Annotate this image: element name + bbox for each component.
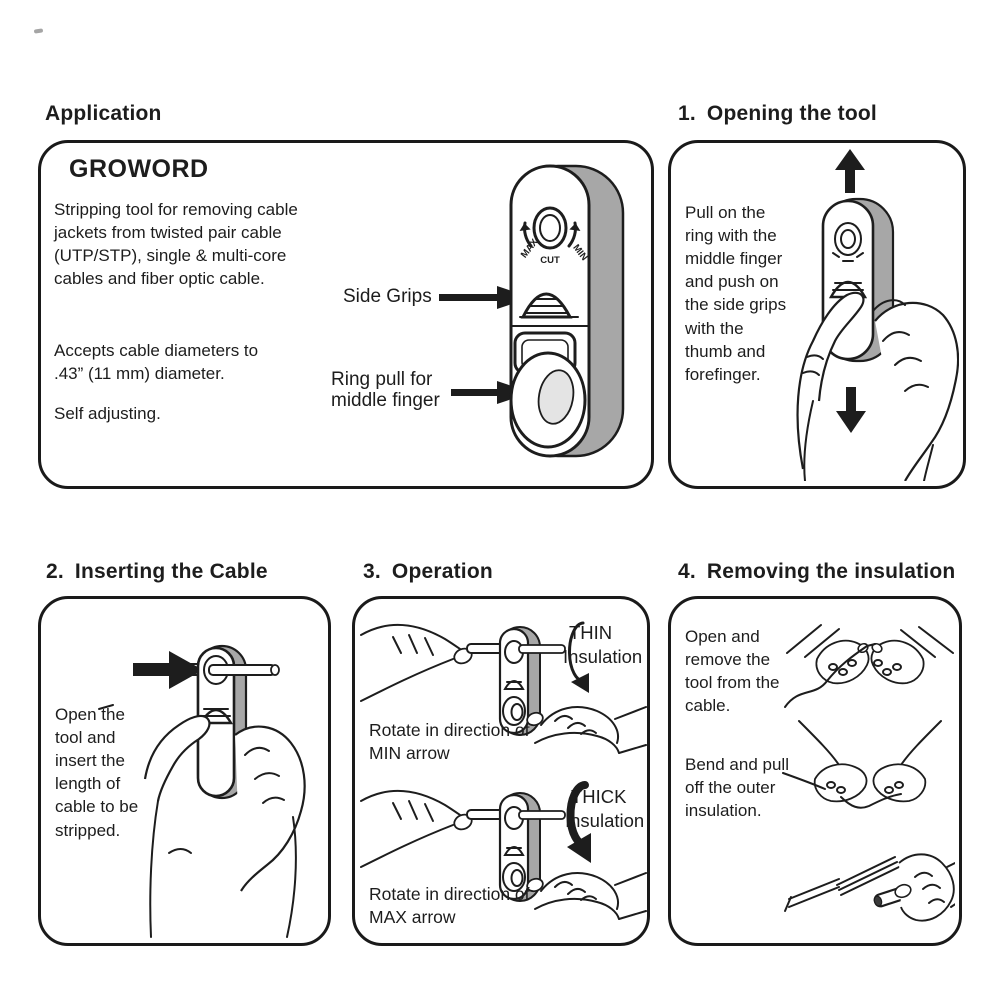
- cable-right: [519, 645, 565, 653]
- step4-title: [678, 560, 955, 584]
- right-hand-outline: [526, 873, 646, 919]
- cable-left: [467, 810, 503, 819]
- hands-pulling-cable: [785, 625, 953, 707]
- rotate-max-caption: Rotate in direction of MAX arrow: [369, 884, 530, 927]
- insert-arrow-icon: [133, 651, 203, 689]
- opening-tool-illustration: [783, 149, 959, 481]
- wire-lines: [837, 857, 899, 895]
- application-title: Application: [45, 102, 162, 125]
- ring-pull-icon: [511, 333, 585, 447]
- rotate-min-caption: Rotate in direction of MIN arrow: [369, 720, 530, 763]
- print-artifact-mark: [34, 28, 43, 33]
- step1-panel: [668, 140, 966, 489]
- dial-min-label: MIN: [570, 242, 590, 263]
- stripped-cable-and-hand: [785, 854, 955, 920]
- step1-title: [678, 102, 877, 126]
- step4-body-bend: Bend and pull off the outer insulation.: [685, 755, 789, 821]
- application-panel: [38, 140, 654, 489]
- dial-cut-label: CUT: [540, 255, 560, 266]
- right-hand-outline: [526, 707, 646, 753]
- step4-title-text: Removing the insulation: [706, 560, 956, 583]
- side-grips-callout: Side Grips: [343, 286, 432, 307]
- step4-panel: [668, 596, 962, 946]
- step1-number: 1.: [678, 102, 696, 125]
- brand-name: GROWORD: [69, 155, 209, 183]
- down-arrow-icon: [836, 387, 866, 433]
- step4-number: 4.: [678, 560, 696, 583]
- stripping-tool-illustration: [496, 161, 666, 471]
- hand-outline: [893, 854, 955, 920]
- step2-panel: [38, 596, 331, 946]
- step2-body: Open the tool and insert the length of cable to be stripped.: [55, 705, 139, 840]
- step3-title: [363, 560, 493, 584]
- ring-pull-callout: Ring pull for middle finger: [331, 369, 440, 412]
- step1-title-text: Opening the tool: [706, 102, 877, 125]
- cable-left: [467, 644, 503, 653]
- step1-body: Pull on the ring with the middle finger and push on the side grips with the thumb and forefinger.: [685, 203, 787, 384]
- step4-body-remove: Open and remove the tool from the cable.: [685, 627, 780, 716]
- step2-title: [46, 560, 268, 584]
- cable-right: [519, 811, 565, 819]
- step3-title-text: Operation: [391, 560, 493, 583]
- capacity-note: Accepts cable diameters to .43” (11 mm) diameter.: [54, 341, 259, 384]
- dial-max-label: MAX: [518, 236, 541, 261]
- thick-insulation-label: Insulation: [565, 810, 645, 831]
- cable-through: [209, 665, 275, 675]
- step3-panel: [352, 596, 650, 946]
- self-adjusting-note: Self adjusting.: [54, 404, 161, 423]
- removing-insulation-illustration: [781, 613, 955, 935]
- thin-label: THIN: [569, 622, 613, 643]
- thin-insulation-label: Insulation: [563, 646, 643, 667]
- step2-number: 2.: [46, 560, 64, 583]
- hands-bending-cable: [783, 721, 941, 808]
- left-hand-outline: [361, 625, 474, 701]
- application-description: Stripping tool for removing cable jackets from twisted pair cable (UTP/STP), single & multi-core cables and fiber optic cable.: [54, 200, 298, 289]
- up-arrow-icon: [835, 149, 865, 193]
- left-hand-outline: [361, 791, 474, 867]
- step2-title-text: Inserting the Cable: [74, 560, 268, 583]
- thick-label: THICK: [571, 786, 627, 807]
- jacket-lines: [789, 879, 839, 907]
- step3-number: 3.: [363, 560, 381, 583]
